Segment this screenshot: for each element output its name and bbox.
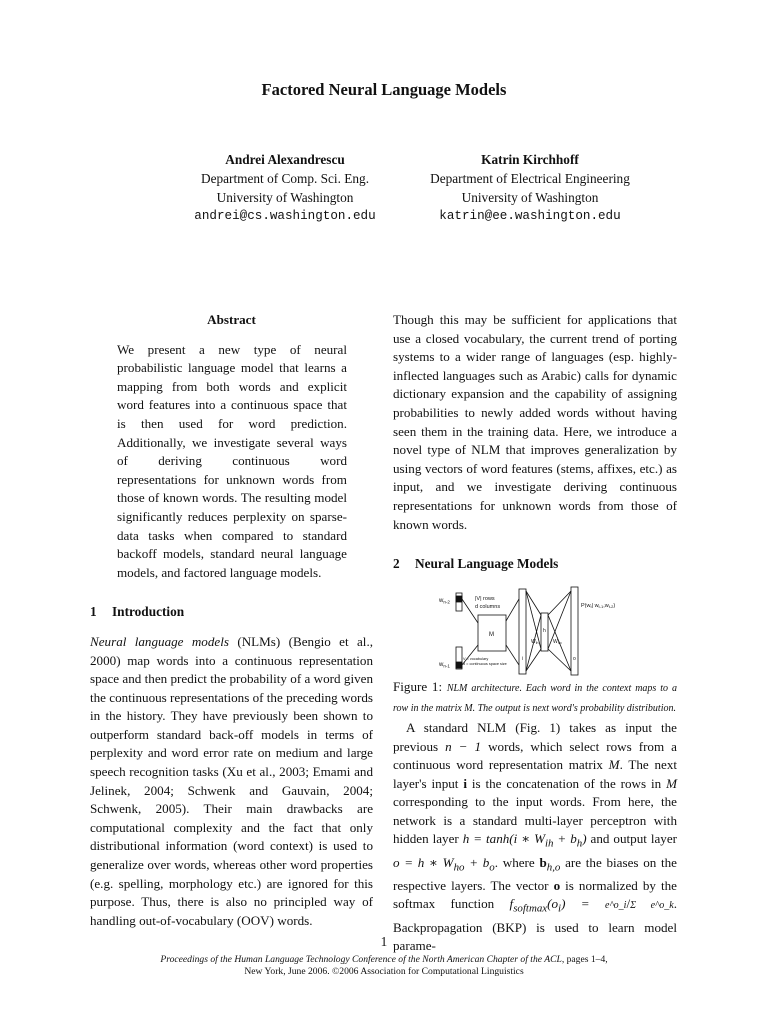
- nlm-architecture-diagram: [393, 585, 677, 677]
- body-paragraph: A standard NLM (Fig. 1) takes as input the previous n − 1 words, which select rows from a continuous word representation matrix M. The next layer's input i is the concatenation of the rows in M corresponding to the input words. From here, the network is a standard multi-layer perceptron with hidden layer h = tanh(i ∗ $W_{ih} + b_h$) and output layer o = h ∗ $W_{ho} + b_o$. where $b_{h,o}$ are the biases on the respective layers. The vector o is normalized by the softmax function $f_{softmax}(o_i)$ = e^o_i/Σ e^o_k. Backpropagation (BKP) is used to learn model parame-: [393, 719, 678, 954]
- connector: [506, 645, 519, 665]
- weight-wih-label: $W_{ih}$: [531, 638, 539, 645]
- caption-body: NLM architecture. Each word in the context maps to a row in the matrix M. The output is next word's probability distribution.: [393, 682, 677, 715]
- paper-title: Factored Neural Language Models: [261, 80, 507, 99]
- layer-o-label: o: [573, 655, 576, 662]
- author-name: Andrei Alexandrescu: [225, 152, 345, 167]
- connector: [526, 591, 541, 615]
- intro-lead-term: Neural language models: [90, 633, 229, 649]
- matrix-cols-label: d columns: [475, 603, 501, 610]
- author-block: [385, 150, 675, 226]
- section-heading: [90, 603, 373, 622]
- abstract-text: We present a new type of neural probabilistic language model that learns a mapping from both words and explicit word features into a continuous space that is then used for word prediction. Additionally, we investigate several ways of deriving continuous word representations for unknown words from those of known words. The resulting model significantly reduces perplexity on sparse-data tasks when compared to standard backoff models, standard neural language models, and factored language models.: [117, 341, 347, 580]
- output-probability-label: $P(w_t|$ $w_{t-1},w_{t-2}$): [581, 602, 616, 609]
- figure-1-diagram: [393, 585, 677, 677]
- input-word-selected-bottom: [456, 662, 462, 668]
- intro-text: (NLMs) (Bengio et al., 2000) map words into a continuous representation space and then predict the probability of a word given the continuous representations of the preceding words in the history. They have previously been shown to outperform standard back-off models in terms of perplexity and word error rate on medium and large speech recognition tasks (Xu et al., 2003; Emami and Jelinek, 2004; Schwenk and Gauvain, 2004; Schwenk, 2005). Their main drawbacks are computational complexity and the fact that only distributional information (word context) is used to generalize over words, whereas other word properties (e.g. spelling, morphology etc.) are ignored for this purpose. Thus, there is also no principled way of handling out-of-vocabulary (OOV) words.: [90, 633, 373, 928]
- author-university: University of Washington: [461, 190, 599, 205]
- input-label-wn1: $w_{n-1}$: [439, 661, 450, 669]
- footer-proceedings: Proceedings of the Human Language Technology Conference of the North American Chapter of the ACL: [160, 954, 562, 965]
- section-title: Introduction: [112, 604, 185, 620]
- matrix-m-label: M: [489, 631, 494, 638]
- left-column: [90, 311, 373, 930]
- vocab-legend: V = vocabulary: [463, 656, 489, 661]
- author-department: Department of Comp. Sci. Eng.: [200, 171, 370, 186]
- connector: [548, 649, 571, 671]
- page-number: 1: [380, 934, 388, 949]
- page-footer: [100, 954, 668, 978]
- input-word-selected-top: [456, 596, 462, 602]
- weight-who-label: $W_{ho}$: [553, 638, 562, 645]
- body-paragraph: Though this may be sufficient for applications that use a closed vocabulary, the current trend of porting systems to a wider range of languages (esp. highly-inflected languages such as Arabic) calls for dynamic dictionary expansion and the capability of assigning probabilities to newly added words without having seen them in the training data. Here, we introduce a novel type of NLM that improves generalization by using vectors of word features (stems, affixes, etc.) as input, and we investigate deriving continuous representations for unknown words from those of known words.: [393, 312, 677, 532]
- connector: [462, 599, 478, 623]
- author-name: Katrin Kirchhoff: [481, 152, 579, 167]
- connector: [548, 591, 571, 615]
- section-title: Neural Language Models: [415, 556, 559, 572]
- dim-legend: d = continuous space size: [463, 661, 507, 666]
- author-email[interactable]: katrin@ee.washington.edu: [439, 209, 621, 223]
- layer-i-label: i: [522, 655, 524, 662]
- caption-label: Figure 1:: [393, 678, 443, 694]
- author-department: Department of Electrical Engineering: [430, 171, 630, 186]
- footer-copyright: New York, June 2006. ©2006 Association for Computational Linguistics: [244, 966, 524, 977]
- layer-h-label: h: [543, 627, 546, 634]
- matrix-rows-label: |V| rows: [475, 595, 495, 602]
- section-number: 2: [393, 556, 400, 572]
- author-university: University of Washington: [216, 190, 354, 205]
- author-email[interactable]: andrei@cs.washington.edu: [194, 209, 376, 223]
- intro-paragraph: [90, 633, 373, 931]
- connector: [506, 599, 519, 621]
- abstract-heading: Abstract: [207, 312, 256, 327]
- input-label-wn2: $w_{n-2}$: [439, 597, 450, 605]
- connector: [526, 649, 541, 671]
- footer-pages: , pages 1–4,: [561, 954, 608, 965]
- section-number: 1: [90, 604, 97, 620]
- right-column: [393, 311, 677, 956]
- section-heading: [393, 555, 677, 574]
- figure-caption: [393, 678, 677, 719]
